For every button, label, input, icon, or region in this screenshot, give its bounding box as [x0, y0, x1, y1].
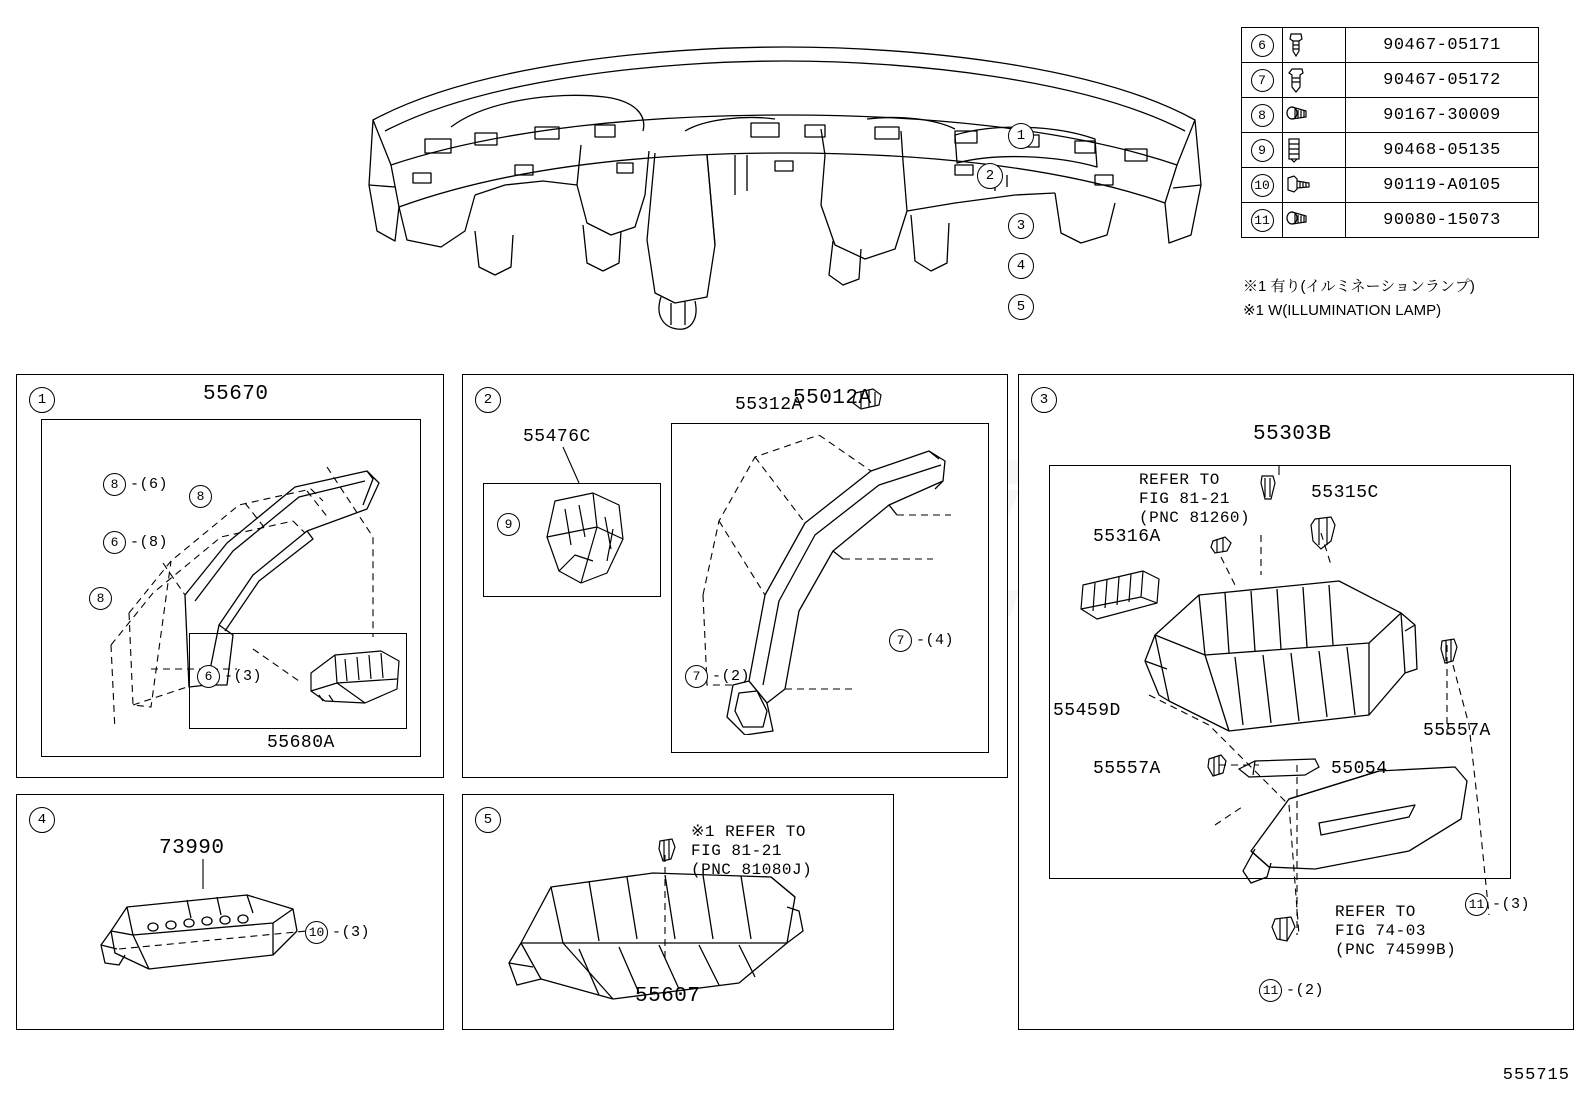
main-callout-4[interactable]: 4 [1008, 253, 1034, 279]
table-row [1242, 28, 1539, 63]
panel-1-subtitle: 55680A [267, 733, 335, 753]
main-callout-3[interactable]: 3 [1008, 213, 1034, 239]
figure-code: 555715 [1502, 1066, 1570, 1085]
panel-1 [16, 374, 444, 778]
row-ref-cell [1242, 133, 1283, 168]
ref-badge-6[interactable]: 6 [103, 531, 126, 554]
qty-text: -(8) [130, 534, 169, 551]
ref-badge: 8 [1251, 104, 1274, 127]
panel-4-title: 73990 [159, 837, 225, 860]
screw-icon [1283, 203, 1346, 238]
panel-2-leader-left [483, 435, 663, 515]
panel-1-qty-6a [103, 531, 168, 554]
panel-3-label-55459D: 55459D [1053, 701, 1121, 721]
qty-text: -(3) [1492, 896, 1531, 913]
qty-text: -(6) [130, 476, 169, 493]
panel-3-label-55316A: 55316A [1093, 527, 1161, 547]
ref-badge-10[interactable]: 10 [305, 921, 328, 944]
screw-icon [1283, 98, 1346, 133]
panel-2-ref-9[interactable]: 9 [497, 513, 520, 536]
qty-text: -(4) [916, 632, 955, 649]
table-row [1242, 98, 1539, 133]
table-row [1242, 203, 1539, 238]
qty-text: -(2) [1286, 982, 1325, 999]
qty-text: -(3) [224, 668, 263, 685]
panel-3-refer-81-21: REFER TO FIG 81-21 (PNC 81260) [1139, 471, 1251, 527]
part-number: 90468-05135 [1346, 133, 1539, 168]
main-callout-5[interactable]: 5 [1008, 294, 1034, 320]
bolt-icon [1283, 168, 1346, 203]
panel-3-label-55557A-left: 55557A [1093, 759, 1161, 779]
table-row [1242, 63, 1539, 98]
panel-3-label-55557A-right: 55557A [1423, 721, 1491, 741]
row-ref-cell [1242, 203, 1283, 238]
panel-3-label-55054: 55054 [1331, 759, 1388, 779]
row-ref-cell [1242, 98, 1283, 133]
ref-badge-11[interactable]: 11 [1465, 893, 1488, 916]
panel-4-qty-10 [305, 921, 370, 944]
ref-badge-7[interactable]: 7 [889, 629, 912, 652]
table-row [1242, 168, 1539, 203]
main-callout-2[interactable]: 2 [977, 163, 1003, 189]
part-number: 90467-05171 [1346, 28, 1539, 63]
panel-3-badge[interactable]: 3 [1031, 387, 1057, 413]
panel-2-badge[interactable]: 2 [475, 387, 501, 413]
part-number: 90167-30009 [1346, 98, 1539, 133]
panel-2-qty-7a [889, 629, 954, 652]
clip-icon [1283, 63, 1346, 98]
panel-3-label-55315C: 55315C [1311, 483, 1379, 503]
panel-2-qty-7b [685, 665, 750, 688]
panel-3-title: 55303B [1253, 423, 1332, 446]
ref-badge-8[interactable]: 8 [103, 473, 126, 496]
ref-badge: 11 [1251, 209, 1274, 232]
ref-badge: 7 [1251, 69, 1274, 92]
panel-4-badge[interactable]: 4 [29, 807, 55, 833]
qty-text: -(3) [332, 924, 371, 941]
clip-icon [1283, 28, 1346, 63]
main-callout-1[interactable]: 1 [1008, 123, 1034, 149]
panel-3-qty-11a [1465, 893, 1530, 916]
panel-3-leader-lines [1049, 465, 1549, 1025]
note-illumination-en: ※1 W(ILLUMINATION LAMP) [1243, 302, 1442, 319]
qty-text: -(2) [712, 668, 751, 685]
panel-2-label-55312A: 55312A [735, 395, 803, 415]
panel-1-badge[interactable]: 1 [29, 387, 55, 413]
part-number: 90119-A0105 [1346, 168, 1539, 203]
panel-1-qty-6b [197, 665, 262, 688]
ref-badge-11[interactable]: 11 [1259, 979, 1282, 1002]
ref-badge: 6 [1251, 34, 1274, 57]
ref-badge: 9 [1251, 139, 1274, 162]
panel-3-qty-11b [1259, 979, 1324, 1002]
part-number: 90467-05172 [1346, 63, 1539, 98]
panel-5-badge[interactable]: 5 [475, 807, 501, 833]
panel-4 [16, 794, 444, 1030]
ref-badge: 10 [1251, 174, 1274, 197]
panel-1-ref-8c[interactable]: 8 [89, 587, 112, 610]
row-ref-cell [1242, 63, 1283, 98]
panel-5-refer: ※1 REFER TO FIG 81-21 (PNC 81080J) [691, 823, 813, 879]
panel-2-label-55476C: 55476C [523, 427, 591, 447]
parts-table [1241, 27, 1539, 238]
ref-badge-6[interactable]: 6 [197, 665, 220, 688]
panel-1-qty-8a [103, 473, 168, 496]
clip-icon [1283, 133, 1346, 168]
panel-3-refer-74-03: REFER TO FIG 74-03 (PNC 74599B) [1335, 903, 1457, 959]
main-instrument-panel-drawing [355, 35, 1215, 335]
panel-2-clip-icon [851, 387, 885, 413]
panel-1-title: 55670 [203, 383, 269, 406]
panel-5-title: 55607 [635, 985, 701, 1008]
panel-5-leader-lines [613, 851, 753, 981]
panel-2-part-drawing [693, 435, 983, 735]
part-number: 90080-15073 [1346, 203, 1539, 238]
row-ref-cell [1242, 168, 1283, 203]
panel-2-title: 55012A [793, 387, 872, 410]
panel-5 [462, 794, 894, 1030]
panel-2 [462, 374, 1008, 778]
note-illumination-jp: ※1 有り(イルミネーションランプ) [1243, 278, 1475, 295]
ref-badge-7[interactable]: 7 [685, 665, 708, 688]
panel-3 [1018, 374, 1574, 1030]
row-ref-cell [1242, 28, 1283, 63]
panel-1-ref-8b[interactable]: 8 [189, 485, 212, 508]
table-row [1242, 133, 1539, 168]
